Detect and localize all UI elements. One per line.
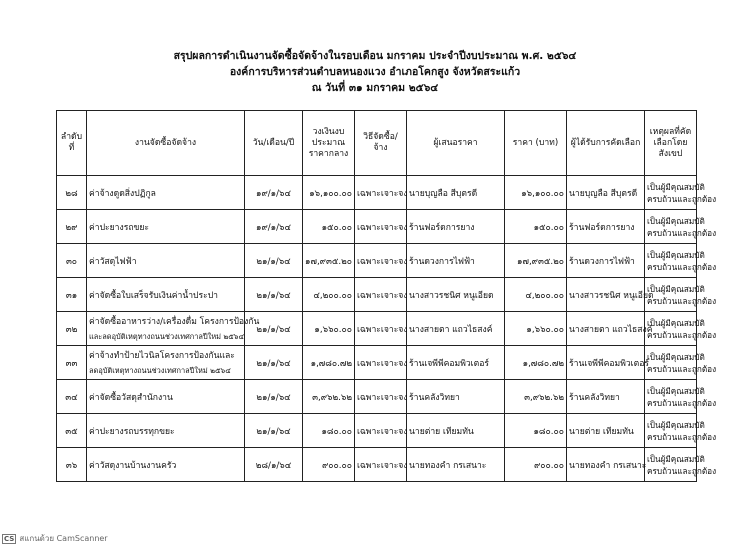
row-date: ๒๑/๑/๖๔ bbox=[245, 346, 303, 380]
row-reason bbox=[645, 210, 717, 244]
row-reason-line2: ครบถ้วนและถูกต้อง bbox=[647, 363, 717, 374]
row-budget: ๔,๒๐๐.๐๐ bbox=[303, 278, 355, 312]
row-winner: นายต่าย เทียมทัน bbox=[567, 414, 645, 448]
row-reason bbox=[645, 380, 717, 414]
row-winner: นางสายตา แถวไธสงค์ bbox=[567, 312, 645, 346]
row-reason-line1: เป็นผู้มีคุณสมบัติ bbox=[647, 249, 705, 260]
row-reason-line1: เป็นผู้มีคุณสมบัติ bbox=[647, 215, 705, 226]
row-method: เฉพาะเจาะจง bbox=[355, 312, 407, 346]
table-row bbox=[57, 312, 697, 346]
row-method: เฉพาะเจาะจง bbox=[355, 176, 407, 210]
row-no: ๓๐ bbox=[57, 244, 87, 278]
header-date: ณ วันที่ ๓๑ มกราคม ๒๕๖๔ bbox=[311, 82, 439, 94]
row-price: ๑๘๐.๐๐ bbox=[505, 414, 567, 448]
row-winner: นายทองคำ กรเสนาะ bbox=[567, 448, 645, 482]
row-reason-line1: เป็นผู้มีคุณสมบัติ bbox=[647, 351, 705, 362]
row-method: เฉพาะเจาะจง bbox=[355, 414, 407, 448]
row-method: เฉพาะเจาะจง bbox=[355, 278, 407, 312]
row-method: เฉพาะเจาะจง bbox=[355, 210, 407, 244]
row-reason bbox=[645, 414, 717, 448]
column-header-winner: ผู้ได้รับการคัดเลือก bbox=[567, 111, 645, 176]
camscanner-text: สแกนด้วย CamScanner bbox=[19, 534, 108, 543]
row-method: เฉพาะเจาะจง bbox=[355, 380, 407, 414]
row-item-main: ค่าจ้างทำป้ายไวนิลโครงการป้องกันและ bbox=[89, 351, 235, 361]
row-reason bbox=[645, 244, 717, 278]
row-item-main: ค่าจัดซื้ออาหารว่าง/เครื่องดื่ม โครงการป้องกัน bbox=[89, 317, 260, 327]
row-method: เฉพาะเจาะจง bbox=[355, 244, 407, 278]
row-bidder: ร้านเจพีพีคอมพิวเตอร์ bbox=[407, 346, 505, 380]
row-date: ๒๘/๑/๖๔ bbox=[245, 448, 303, 482]
row-reason-line2: ครบถ้วนและถูกต้อง bbox=[647, 261, 717, 272]
row-no: ๓๒ bbox=[57, 312, 87, 346]
camscanner-logo: CS bbox=[4, 535, 15, 543]
row-price: ๑๗,๙๓๕.๒๐ bbox=[505, 244, 567, 278]
row-reason-line2: ครบถ้วนและถูกต้อง bbox=[647, 193, 717, 204]
column-header-reason: เหตุผลที่คัดเลือกโดยสังเขป bbox=[645, 111, 697, 176]
row-budget: ๙๐๐.๐๐ bbox=[303, 448, 355, 482]
row-date: ๒๑/๑/๖๔ bbox=[245, 312, 303, 346]
row-price: ๑,๖๖๐.๐๐ bbox=[505, 312, 567, 346]
row-no: ๒๘ bbox=[57, 176, 87, 210]
row-no: ๓๖ bbox=[57, 448, 87, 482]
table-row bbox=[57, 244, 697, 278]
column-header-method: วิธีจัดซื้อ/จ้าง bbox=[355, 111, 407, 176]
row-item: ค่าปะยางรถขยะ bbox=[87, 210, 245, 244]
row-date: ๒๑/๑/๖๔ bbox=[245, 380, 303, 414]
row-reason-line1: เป็นผู้มีคุณสมบัติ bbox=[647, 419, 705, 430]
row-budget: ๑๕๐.๐๐ bbox=[303, 210, 355, 244]
row-winner: นายบุญลือ สีบุตรดี bbox=[567, 176, 645, 210]
row-no: ๓๔ bbox=[57, 380, 87, 414]
row-reason-line1: เป็นผู้มีคุณสมบัติ bbox=[647, 317, 705, 328]
row-reason-line1: เป็นผู้มีคุณสมบัติ bbox=[647, 453, 705, 464]
table-row bbox=[57, 346, 697, 380]
row-bidder: นายต่าย เทียมทัน bbox=[407, 414, 505, 448]
row-price: ๔,๒๐๐.๐๐ bbox=[505, 278, 567, 312]
row-date: ๒๑/๑/๖๔ bbox=[245, 244, 303, 278]
row-date: ๒๑/๑/๖๔ bbox=[245, 278, 303, 312]
column-header-no: ลำดับที่ bbox=[57, 111, 87, 176]
row-price: ๓,๙๖๒.๖๒ bbox=[505, 380, 567, 414]
column-header-item: งานจัดซื้อจัดจ้าง bbox=[87, 111, 245, 176]
row-bidder: ร้านคลังวิทยา bbox=[407, 380, 505, 414]
row-budget: ๑,๖๖๐.๐๐ bbox=[303, 312, 355, 346]
column-header-bidder: ผู้เสนอราคา bbox=[407, 111, 505, 176]
row-price: ๑๖,๑๐๐.๐๐ bbox=[505, 176, 567, 210]
column-header-budget: วงเงินงบประมาณราคากลาง bbox=[303, 111, 355, 176]
row-winner: ร้านคลังวิทยา bbox=[567, 380, 645, 414]
table-row bbox=[57, 448, 697, 482]
procurement-table bbox=[56, 110, 717, 482]
row-budget: ๑,๗๘๐.๗๒ bbox=[303, 346, 355, 380]
row-budget: ๑๖,๑๐๐.๐๐ bbox=[303, 176, 355, 210]
row-method: เฉพาะเจาะจง bbox=[355, 346, 407, 380]
row-bidder: นายบุญลือ สีบุตรดี bbox=[407, 176, 505, 210]
row-no: ๓๕ bbox=[57, 414, 87, 448]
row-bidder: นายทองคำ กรเสนาะ bbox=[407, 448, 505, 482]
row-item bbox=[87, 346, 245, 380]
row-reason-line2: ครบถ้วนและถูกต้อง bbox=[647, 431, 717, 442]
row-winner: ร้านเจพีพีคอมพิวเตอร์ bbox=[567, 346, 645, 380]
row-date: ๒๑/๑/๖๔ bbox=[245, 414, 303, 448]
camscanner-footer bbox=[2, 532, 108, 545]
row-item-sub: และลดอุบัติเหตุทางถนนช่วงเทศกาลปีใหม่ ๒๕๖๔ bbox=[89, 332, 245, 341]
row-item: ค่าจัดซื้อใบเสร็จรับเงินค่าน้ำประปา bbox=[87, 278, 245, 312]
row-method: เฉพาะเจาะจง bbox=[355, 448, 407, 482]
row-bidder: ร้านดวงการไฟฟ้า bbox=[407, 244, 505, 278]
table-row bbox=[57, 210, 697, 244]
row-winner: ร้านฟอร์ดการยาง bbox=[567, 210, 645, 244]
row-reason bbox=[645, 312, 717, 346]
row-budget: ๑๗,๙๓๕.๒๐ bbox=[303, 244, 355, 278]
row-reason-line1: เป็นผู้มีคุณสมบัติ bbox=[647, 385, 705, 396]
row-item bbox=[87, 312, 260, 346]
row-item: ค่าจัดซื้อวัสดุสำนักงาน bbox=[87, 380, 245, 414]
row-reason bbox=[645, 176, 717, 210]
header-title: สรุปผลการดำเนินงานจัดซื้อจัดจ้างในรอบเดือน มกราคม ประจำปีงบประมาณ พ.ศ. ๒๕๖๔ bbox=[173, 50, 577, 62]
row-winner: นางสาวรชนิศ หนูเอียด bbox=[567, 278, 645, 312]
row-reason-line2: ครบถ้วนและถูกต้อง bbox=[647, 397, 717, 408]
row-price: ๑,๗๘๐.๗๒ bbox=[505, 346, 567, 380]
row-reason bbox=[645, 278, 717, 312]
table-row bbox=[57, 278, 697, 312]
row-budget: ๓,๙๖๒.๖๒ bbox=[303, 380, 355, 414]
row-price: ๑๕๐.๐๐ bbox=[505, 210, 567, 244]
row-item: ค่าวัสดุไฟฟ้า bbox=[87, 244, 245, 278]
row-reason bbox=[645, 448, 717, 482]
row-reason-line1: เป็นผู้มีคุณสมบัติ bbox=[647, 283, 705, 294]
column-header-price: ราคา (บาท) bbox=[505, 111, 567, 176]
row-winner: ร้านดวงการไฟฟ้า bbox=[567, 244, 645, 278]
header-organization: องค์การบริหารส่วนตำบลหนองแวง อำเภอโคกสูง จังหวัดสระแก้ว bbox=[229, 66, 521, 78]
row-date: ๑๙/๑/๖๔ bbox=[245, 210, 303, 244]
row-bidder: นางสาวรชนิศ หนูเอียด bbox=[407, 278, 505, 312]
row-item: ค่าจ้างดูดสิ่งปฏิกูล bbox=[87, 176, 245, 210]
table-header-row bbox=[57, 111, 697, 176]
row-item-sub: ลดอุบัติเหตุทางถนนช่วงเทศกาลปีใหม่ ๒๕๖๔ bbox=[89, 366, 231, 375]
row-no: ๓๑ bbox=[57, 278, 87, 312]
row-date: ๑๙/๑/๖๔ bbox=[245, 176, 303, 210]
document-header bbox=[0, 48, 750, 96]
row-no: ๒๙ bbox=[57, 210, 87, 244]
table-row bbox=[57, 414, 697, 448]
row-reason-line2: ครบถ้วนและถูกต้อง bbox=[647, 465, 717, 476]
row-bidder: ร้านฟอร์ดการยาง bbox=[407, 210, 505, 244]
table-row bbox=[57, 380, 697, 414]
row-reason bbox=[645, 346, 717, 380]
row-price: ๙๐๐.๐๐ bbox=[505, 448, 567, 482]
row-reason-line1: เป็นผู้มีคุณสมบัติ bbox=[647, 181, 705, 192]
row-item: ค่าวัสดุงานบ้านงานครัว bbox=[87, 448, 245, 482]
row-no: ๓๓ bbox=[57, 346, 87, 380]
row-item: ค่าปะยางรถบรรทุกขยะ bbox=[87, 414, 245, 448]
row-reason-line2: ครบถ้วนและถูกต้อง bbox=[647, 329, 717, 340]
column-header-date: วัน/เดือน/ปี bbox=[245, 111, 303, 176]
row-reason-line2: ครบถ้วนและถูกต้อง bbox=[647, 227, 717, 238]
row-bidder: นางสายตา แถวไธสงค์ bbox=[407, 312, 505, 346]
row-reason-line2: ครบถ้วนและถูกต้อง bbox=[647, 295, 717, 306]
table-row bbox=[57, 176, 697, 210]
row-budget: ๑๘๐.๐๐ bbox=[303, 414, 355, 448]
